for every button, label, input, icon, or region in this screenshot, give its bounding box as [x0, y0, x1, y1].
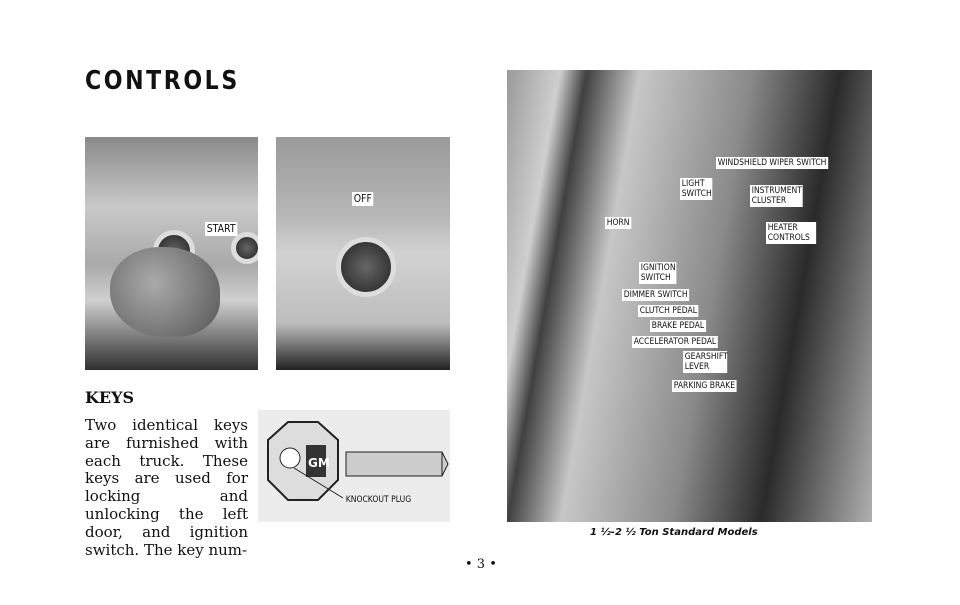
label-heater-controls: HEATER CONTROLS — [766, 222, 816, 244]
label-clutch-pedal: CLUTCH PEDAL — [639, 306, 697, 316]
cab-interior-photo — [507, 70, 872, 522]
label-windshield-wiper-switch: WINDSHIELD WIPER SWITCH — [717, 158, 827, 168]
photo-caption: 1 ½-2 ½ Ton Standard Models — [590, 527, 758, 538]
ignition-start-photo — [85, 137, 258, 370]
label-dimmer-switch: DIMMER SWITCH — [623, 290, 688, 300]
label-brake-pedal: BRAKE PEDAL — [651, 321, 705, 331]
hand-image — [110, 247, 220, 337]
label-instrument-cluster: INSTRUMENT CLUSTER — [751, 186, 802, 206]
ignition-knob — [336, 237, 396, 297]
keys-paragraph: Two identical keys are furnished with each truck. These keys are used for locking and unlocking the left door, and ignition switch. The key num- — [85, 416, 248, 559]
page-title: CONTROLS — [85, 66, 240, 96]
label-light-switch: LIGHT SWITCH — [681, 179, 712, 199]
label-accelerator-pedal: ACCELERATOR PEDAL — [633, 337, 717, 347]
label-gearshift-lever: GEARSHIFT LEVER — [684, 352, 728, 372]
label-ignition-switch: IGNITION SWITCH — [640, 263, 676, 283]
label-parking-brake: PARKING BRAKE — [673, 381, 736, 391]
start-label: START — [206, 222, 236, 235]
knockout-plug-label: KNOCKOUT PLUG — [345, 495, 412, 505]
keys-heading: KEYS — [85, 388, 135, 407]
svg-text:GM: GM — [308, 456, 330, 470]
off-label: OFF — [353, 192, 372, 205]
ignition-off-photo — [276, 137, 450, 370]
dash-knob — [231, 232, 258, 264]
label-horn: HORN — [606, 218, 630, 228]
key-image — [258, 410, 450, 522]
page-number: • 3 • — [465, 557, 497, 572]
